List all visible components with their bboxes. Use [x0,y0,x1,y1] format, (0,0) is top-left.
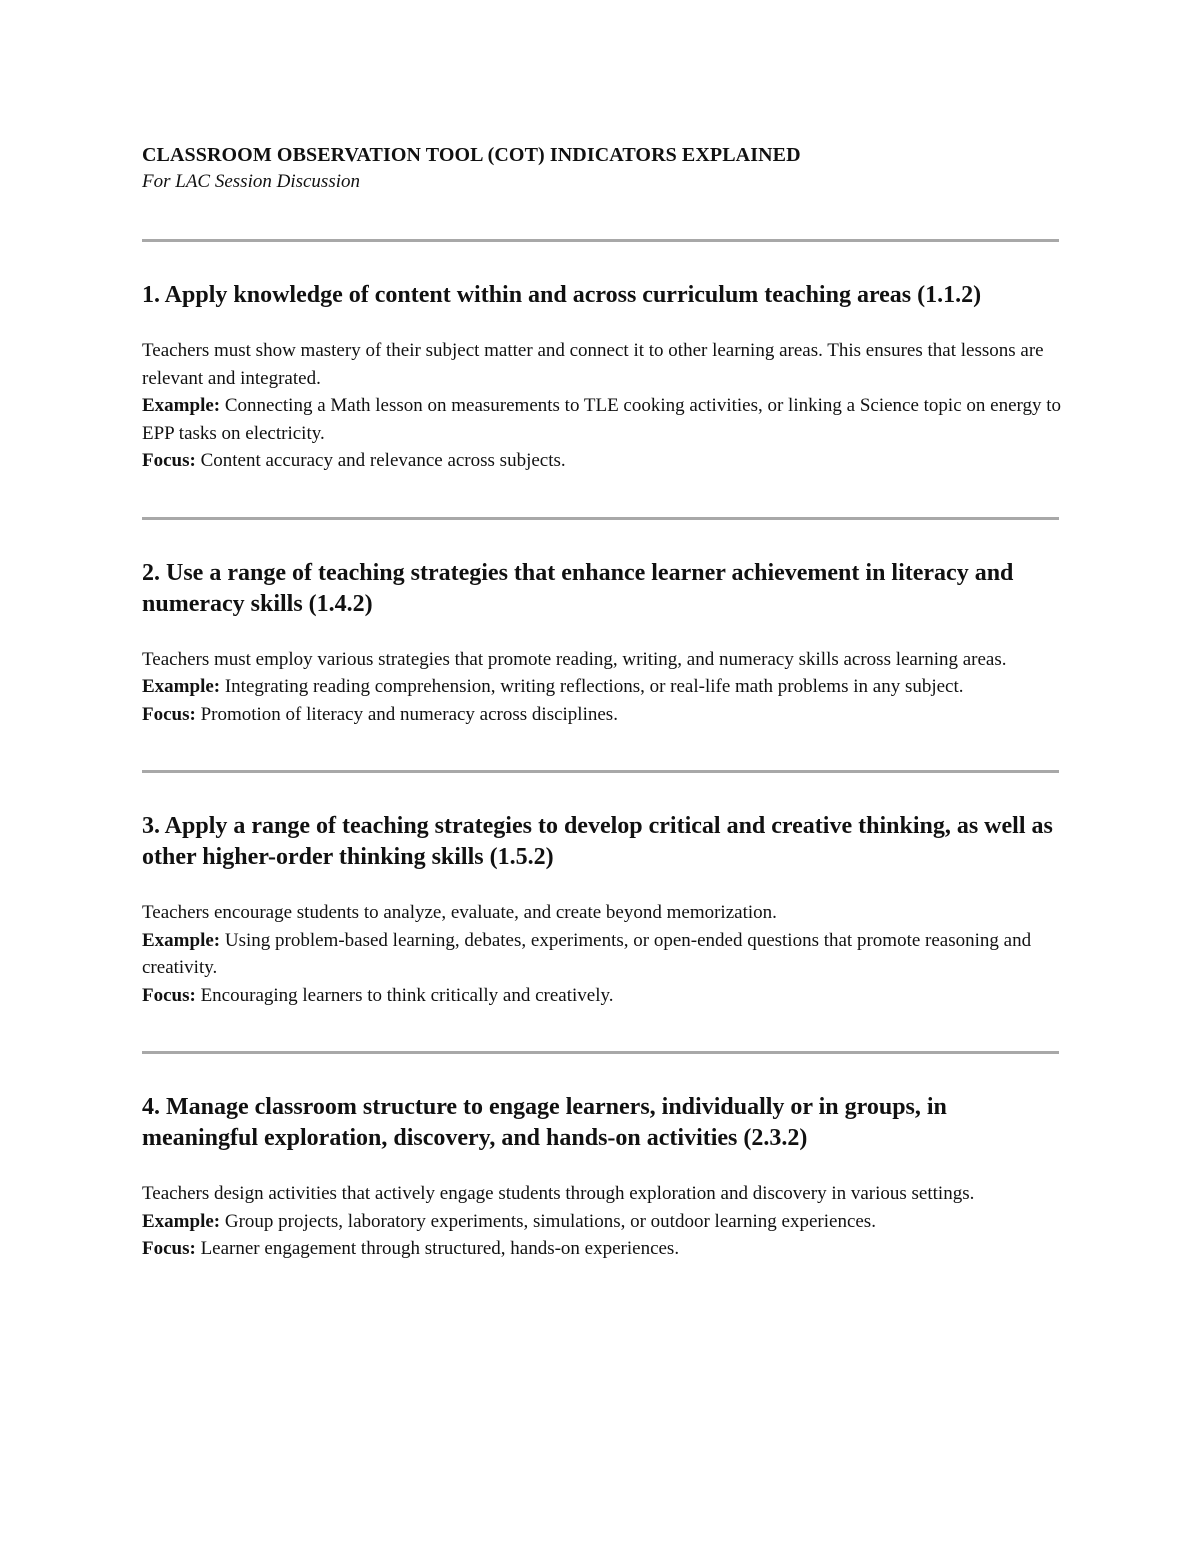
focus-label: Focus: [142,703,196,725]
example-text: Integrating reading comprehension, writing reflections, or real-life math problems in any subject. [224,676,964,697]
indicator-example [142,927,1062,982]
indicator-example [142,392,1062,447]
indicator-heading: 3. Apply a range of teaching strategies to develop critical and creative thinking, as well as other higher-order thinking skills (1.5.2) [142,813,1053,870]
focus-label: Focus: [142,1238,196,1259]
section-divider [142,517,1059,520]
indicator-description: Teachers must employ various strategies that promote reading, writing, and numeracy skills across learning areas. [142,648,1007,670]
indicator-description: Teachers must show mastery of their subject matter and connect it to other learning areas. This ensures that lessons are relevant and integrated. [142,340,1044,389]
section-divider [142,1051,1059,1054]
indicator-focus [142,447,1062,475]
indicator-heading: 2. Use a range of teaching strategies that enhance learner achievement in literacy and numeracy skills (1.4.2) [142,559,1014,617]
example-label: Example: [142,395,221,416]
indicator-focus [142,1235,1062,1263]
example-label: Example: [142,676,221,697]
example-text: Using problem-based learning, debates, experiments, or open-ended questions that promote reasoning and creativity. [142,929,1032,978]
indicator-heading: 4. Manage classroom structure to engage learners, individually or in groups, in meaningful exploration, discovery, and hands-on activities (2.3.2) [142,1094,947,1151]
focus-text: Content accuracy and relevance across subjects. [200,450,566,471]
indicator-description: Teachers design activities that actively engage students through exploration and discovery in various settings. [142,1183,975,1204]
focus-text: Encouraging learners to think critically and creatively. [200,984,614,1006]
example-label: Example: [142,929,221,951]
indicator-section-1 [142,280,1062,475]
example-text: Connecting a Math lesson on measurements to TLE cooking activities, or linking a Science topic on energy to EPP tasks on electricity. [142,395,1062,444]
indicator-section-4 [142,1092,1062,1263]
focus-text: Promotion of literacy and numeracy across disciplines. [200,703,618,725]
focus-label: Focus: [142,984,196,1006]
indicator-example [142,673,1062,701]
indicator-example [142,1208,1062,1236]
document-page [142,141,1062,1263]
indicator-description: Teachers encourage students to analyze, evaluate, and create beyond memorization. [142,902,777,923]
document-title: CLASSROOM OBSERVATION TOOL (COT) INDICATORS EXPLAINED [142,144,801,166]
example-text: Group projects, laboratory experiments, simulations, or outdoor learning experiences. [224,1210,876,1232]
section-divider [142,239,1059,242]
section-divider [142,770,1059,773]
indicator-heading: 1. Apply knowledge of content within and across curriculum teaching areas (1.1.2) [142,282,982,308]
indicator-section-3 [142,811,1062,1009]
indicator-focus [142,701,1062,729]
indicator-focus [142,982,1062,1010]
focus-text: Learner engagement through structured, hands-on experiences. [200,1238,680,1259]
focus-label: Focus: [142,450,196,471]
document-subtitle: For LAC Session Discussion [142,171,360,192]
example-label: Example: [142,1210,221,1232]
indicator-section-2 [142,558,1062,729]
